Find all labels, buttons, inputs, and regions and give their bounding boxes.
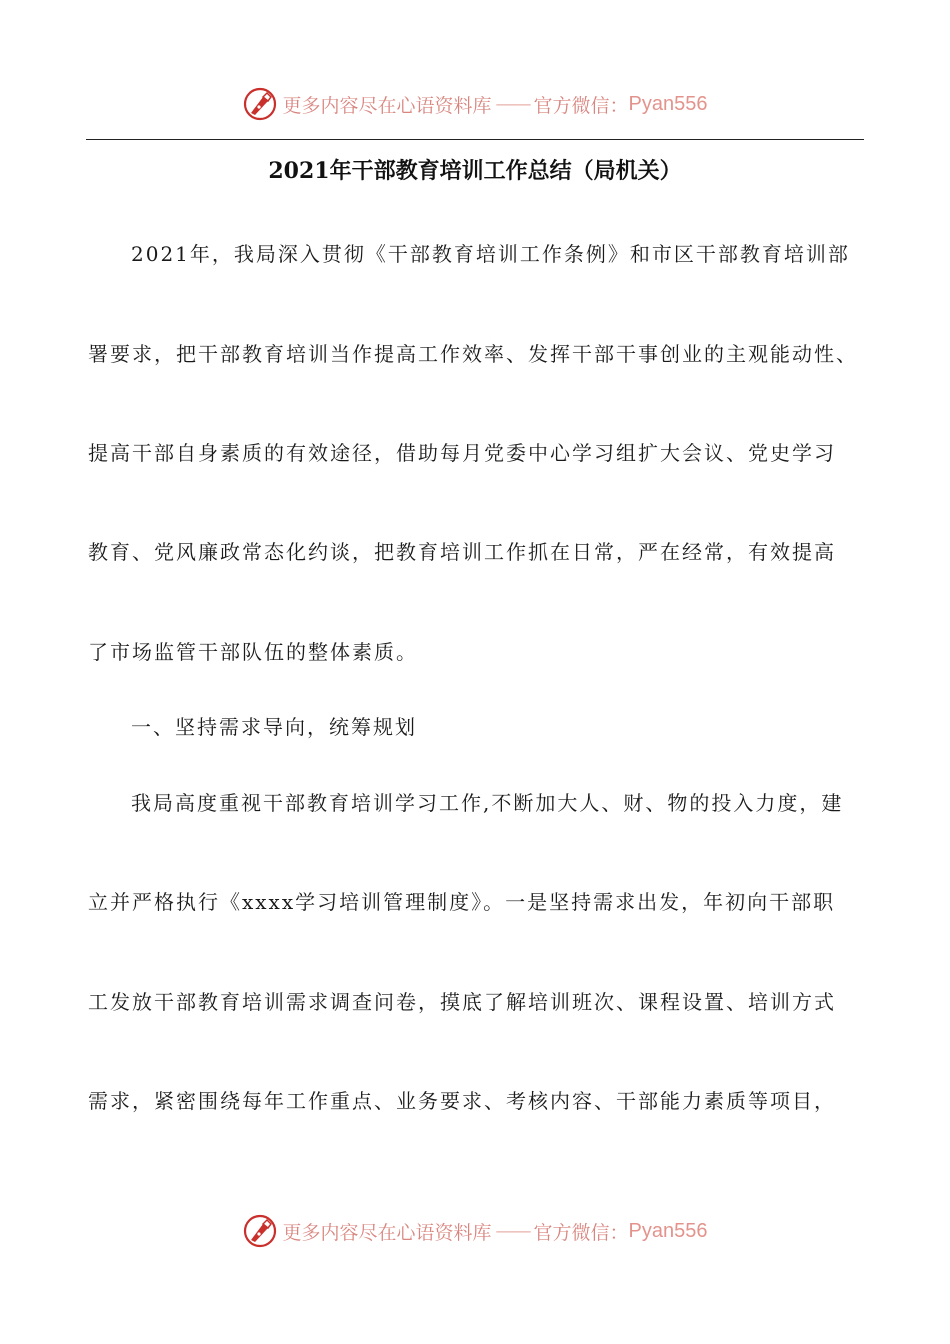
body-line-1: 2021年，我局深入贯彻《干部教育培训工作条例》和市区干部教育培训部 [131, 242, 850, 266]
watermark-wechat-id: Pyan556 [628, 1219, 708, 1242]
pen-nib-logo-icon [243, 87, 277, 121]
watermark-banner-top [0, 84, 950, 124]
watermark-dash: —— [495, 1220, 530, 1242]
watermark-label: 官方微信： [533, 1221, 629, 1244]
body-line-4: 教育、党风廉政常态化约谈，把教育培训工作抓在日常，严在经常，有效提高 [88, 540, 836, 564]
watermark-main-text: 更多内容尽在心语资料库 [282, 1221, 492, 1244]
body-line-8: 工发放干部教育培训需求调查问卷，摸底了解培训班次、课程设置、培训方式 [88, 990, 836, 1014]
watermark-main-text: 更多内容尽在心语资料库 [282, 94, 492, 117]
body-line-6: 我局高度重视干部教育培训学习工作,不断加大人、财、物的投入力度，建 [131, 791, 844, 815]
watermark-dash: —— [495, 93, 530, 115]
watermark-wechat-id: Pyan556 [628, 92, 708, 115]
pen-nib-logo-icon [243, 1214, 277, 1248]
section-heading-1: 一、坚持需求导向，统筹规划 [131, 715, 417, 739]
watermark-banner-bottom [0, 1211, 950, 1251]
watermark-label: 官方微信： [533, 94, 629, 117]
body-line-2: 署要求，把干部教育培训当作提高工作效率、发挥干部干事创业的主观能动性、 [88, 342, 858, 366]
body-line-5: 了市场监管干部队伍的整体素质。 [88, 640, 418, 664]
body-line-9: 需求，紧密围绕每年工作重点、业务要求、考核内容、干部能力素质等项目， [88, 1089, 836, 1113]
header-divider [86, 139, 864, 140]
body-line-7: 立并严格执行《xxxx学习培训管理制度》。一是坚持需求出发，年初向干部职 [88, 890, 836, 914]
document-title: 2021年干部教育培训工作总结（局机关） [268, 158, 682, 184]
body-line-3: 提高干部自身素质的有效途径，借助每月党委中心学习组扩大会议、党史学习 [88, 441, 836, 465]
